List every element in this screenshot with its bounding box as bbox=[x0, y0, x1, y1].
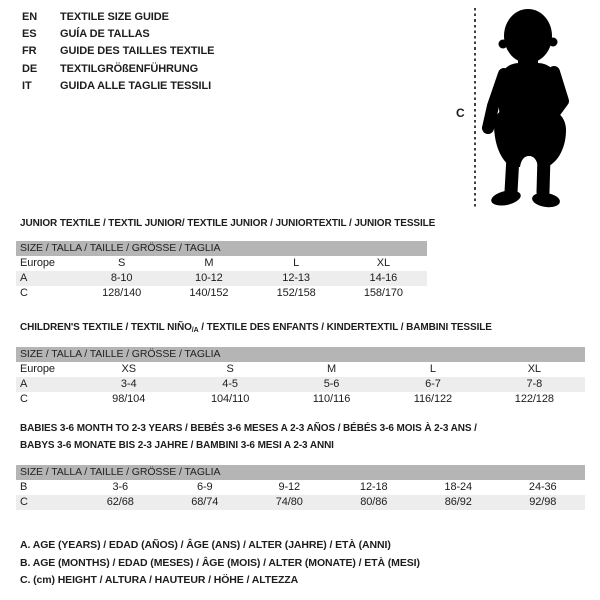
language-code: DE bbox=[22, 62, 38, 75]
footnotes bbox=[20, 537, 420, 590]
size-cell: 80/86 bbox=[360, 495, 388, 508]
footnote-a: A. AGE (YEARS) / EDAD (AÑOS) / ÂGE (ANS) / ALTER (JAHRE) / ETÀ (ANNI) bbox=[20, 539, 391, 551]
size-cell: 6-9 bbox=[196, 480, 213, 493]
size-cell: 152/158 bbox=[276, 287, 316, 300]
size-cell: 104/110 bbox=[210, 393, 250, 406]
size-cell: 92/98 bbox=[529, 495, 557, 508]
babies-size-table bbox=[16, 465, 585, 510]
size-cell: 86/92 bbox=[444, 495, 472, 508]
size-cell: 116/122 bbox=[413, 393, 453, 406]
children-title-subscript: /A bbox=[191, 327, 199, 334]
table-row bbox=[16, 271, 427, 286]
size-cell: 62/68 bbox=[106, 495, 134, 508]
size-cell: 10-12 bbox=[195, 271, 223, 284]
children-size-table bbox=[16, 347, 585, 408]
size-cell: M bbox=[326, 362, 337, 375]
row-label: C bbox=[20, 393, 28, 406]
footnote-b: B. AGE (MONTHS) / EDAD (MESES) / ÂGE (MOIS) / ALTER (MONATE) / ETÀ (MESI) bbox=[20, 556, 420, 569]
language-label: TEXTILGRÖßENFÜHRUNG bbox=[60, 62, 199, 75]
size-header-band: SIZE / TALLA / TAILLE / GRÖSSE / TAGLIA bbox=[16, 465, 585, 480]
language-row bbox=[22, 61, 214, 78]
size-cell: 110/116 bbox=[312, 393, 351, 406]
size-cell: XL bbox=[527, 362, 541, 375]
language-code: IT bbox=[22, 79, 32, 92]
size-cell: S bbox=[226, 362, 234, 375]
size-cell: 3-4 bbox=[120, 377, 137, 390]
row-label: Europe bbox=[20, 362, 55, 375]
row-label: A bbox=[20, 271, 28, 284]
height-measure-label: C bbox=[456, 106, 465, 120]
row-label: A bbox=[20, 377, 28, 390]
size-cell: 128/140 bbox=[102, 287, 142, 300]
row-label: B bbox=[20, 480, 28, 493]
size-cell: 14-16 bbox=[369, 271, 398, 284]
size-cell: 98/104 bbox=[112, 393, 146, 406]
size-cell: 12-13 bbox=[282, 271, 310, 284]
size-cell: L bbox=[429, 362, 436, 375]
size-cell: 3-6 bbox=[112, 480, 129, 493]
table-row bbox=[16, 495, 585, 510]
size-header-band: SIZE / TALLA / TAILLE / GRÖSSE / TAGLIA bbox=[16, 347, 585, 362]
language-row bbox=[22, 78, 214, 95]
row-label: Europe bbox=[20, 256, 55, 269]
children-title-part: CHILDREN'S TEXTILE / TEXTIL NIÑO bbox=[20, 322, 192, 333]
size-header-band: SIZE / TALLA / TAILLE / GRÖSSE / TAGLIA bbox=[16, 241, 427, 256]
size-cell: XS bbox=[121, 362, 136, 375]
table-row bbox=[16, 392, 585, 407]
size-cell: 122/128 bbox=[514, 393, 554, 406]
table-row bbox=[16, 256, 427, 271]
size-cell: 74/80 bbox=[275, 495, 303, 508]
babies-table-title-line1: BABIES 3-6 MONTH TO 2-3 YEARS / BEBÉS 3-6 MESES A 2-3 AÑOS / BÉBÉS 3-6 MOIS À 2-3 ANS / bbox=[20, 423, 477, 434]
language-code: FR bbox=[22, 45, 37, 58]
table-row bbox=[16, 480, 585, 495]
baby-silhouette bbox=[480, 6, 590, 211]
junior-table-title: JUNIOR TEXTILE / TEXTIL JUNIOR/ TEXTILE JUNIOR / JUNIORTEXTIL / JUNIOR TESSILE bbox=[20, 218, 436, 229]
junior-size-table bbox=[16, 241, 427, 302]
size-cell: 18-24 bbox=[444, 480, 473, 493]
language-row bbox=[22, 43, 214, 60]
language-row bbox=[22, 26, 214, 43]
size-cell: 8-10 bbox=[110, 271, 133, 284]
language-label: GUÍA DE TALLAS bbox=[60, 28, 150, 41]
row-label: C bbox=[20, 287, 28, 300]
size-cell: 9-12 bbox=[278, 480, 301, 493]
size-cell: 140/152 bbox=[189, 287, 229, 300]
children-title-part: / TEXTILE DES ENFANTS / KINDERTEXTIL / BAMBINI TESSILE bbox=[198, 322, 492, 333]
language-row bbox=[22, 9, 214, 26]
size-cell: 24-36 bbox=[528, 480, 557, 493]
babies-table-title-line2: BABYS 3-6 MONATE BIS 2-3 JAHRE / BAMBINI 3-6 MESI A 2-3 ANNI bbox=[20, 440, 334, 451]
size-cell: 4-5 bbox=[222, 377, 238, 390]
size-cell: 158/170 bbox=[363, 287, 403, 300]
table-row bbox=[16, 286, 427, 301]
language-code: ES bbox=[22, 28, 37, 41]
row-label: C bbox=[20, 495, 28, 508]
size-cell: 68/74 bbox=[191, 495, 219, 508]
table-row bbox=[16, 362, 585, 377]
size-cell: S bbox=[118, 256, 126, 269]
size-cell: 6-7 bbox=[425, 377, 441, 390]
size-cell: 7-8 bbox=[526, 377, 543, 390]
size-cell: 12-18 bbox=[359, 480, 388, 493]
size-cell: 5-6 bbox=[323, 377, 340, 390]
children-table-title bbox=[20, 322, 492, 334]
language-list bbox=[22, 9, 214, 95]
language-label: TEXTILE SIZE GUIDE bbox=[60, 11, 169, 23]
size-cell: L bbox=[293, 256, 300, 269]
language-label: GUIDA ALLE TAGLIE TESSILI bbox=[60, 79, 212, 92]
language-label: GUIDE DES TAILLES TEXTILE bbox=[60, 45, 215, 58]
height-measure-dashed-line bbox=[474, 8, 476, 207]
footnote-c: C. (cm) HEIGHT / ALTURA / HAUTEUR / HÖHE / ALTEZZA bbox=[20, 574, 299, 586]
language-code: EN bbox=[22, 11, 38, 23]
table-row bbox=[16, 377, 585, 392]
size-cell: M bbox=[204, 256, 214, 269]
size-cell: XL bbox=[376, 256, 390, 269]
